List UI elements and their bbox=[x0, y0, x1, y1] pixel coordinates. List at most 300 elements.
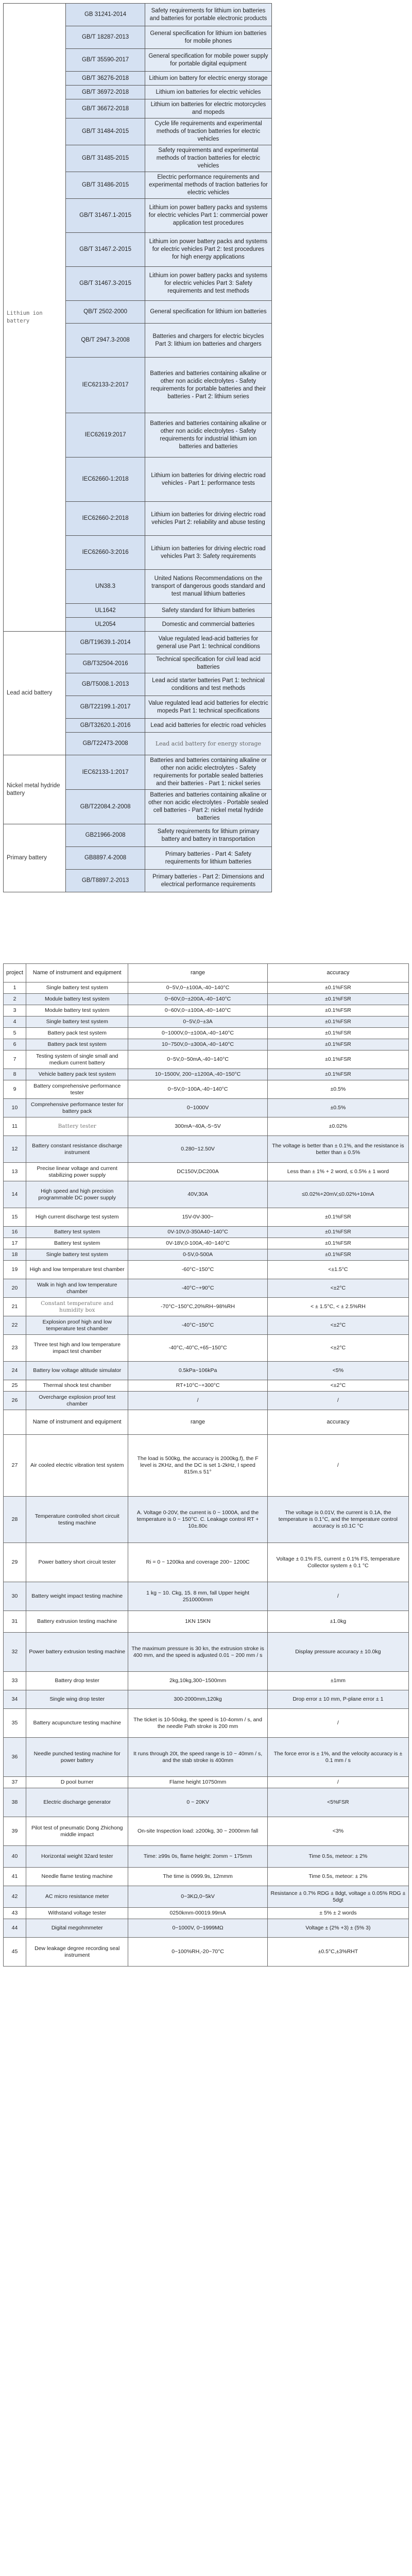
standard-description: Safety standard for lithium batteries bbox=[145, 604, 271, 618]
equipment-row bbox=[4, 1028, 409, 1039]
standard-code: IEC62660-2:2018 bbox=[66, 502, 145, 536]
equipment-number: 28 bbox=[4, 1497, 26, 1543]
equipment-number: 31 bbox=[4, 1611, 26, 1633]
equipment-accuracy: / bbox=[267, 1709, 408, 1738]
equipment-accuracy: ±1.0kg bbox=[267, 1611, 408, 1633]
equipment-range: 15V-0V-300~ bbox=[128, 1208, 267, 1227]
equipment-name: Single battery test system bbox=[26, 982, 128, 994]
standard-description: Lead acid starter batteries Part 1: technical conditions and test methods bbox=[145, 673, 271, 696]
equipment-row bbox=[4, 1633, 409, 1672]
standard-description: Batteries and batteries containing alkaline or other non acidic electrolytes - Safety requirements for industrial lithium ion batteries and batteries bbox=[145, 413, 271, 457]
equipment-header-row bbox=[4, 1410, 409, 1435]
equipment-accuracy: Time 0.5s, meteor: ± 2% bbox=[267, 1846, 408, 1868]
equipment-name: Battery extrusion testing machine bbox=[26, 1611, 128, 1633]
equipment-row bbox=[4, 1163, 409, 1181]
equipment-range: 0V-18V,0-100A,-40~140°C bbox=[128, 1238, 267, 1249]
standard-code: IEC62660-3:2016 bbox=[66, 536, 145, 570]
equipment-name: Needle flame testing machine bbox=[26, 1868, 128, 1886]
equipment-number: 38 bbox=[4, 1788, 26, 1817]
equipment-name: Thermal shock test chamber bbox=[26, 1380, 128, 1392]
equipment-name: Three test high and low temperature impact test chamber bbox=[26, 1335, 128, 1362]
equipment-row bbox=[4, 1709, 409, 1738]
equipment-name: AC micro resistance meter bbox=[26, 1886, 128, 1908]
equipment-row bbox=[4, 1279, 409, 1298]
equipment-header-row bbox=[4, 964, 409, 982]
standard-code: GB/T 36276-2018 bbox=[66, 72, 145, 86]
equipment-name: Walk in high and low temperature chamber bbox=[26, 1279, 128, 1298]
equipment-row bbox=[4, 982, 409, 994]
standard-code: GB/T19639.1-2014 bbox=[66, 632, 145, 654]
equipment-range: The load is 500kg, the accuracy is 2000kg.f), the F level is 2KHz, and the DC is set 1-2kHz, I speed 815m.s 51° bbox=[128, 1435, 267, 1497]
equipment-number: 7 bbox=[4, 1050, 26, 1069]
equipment-number: 29 bbox=[4, 1543, 26, 1582]
standard-description: Lithium ion power battery packs and systems for electric vehicles Part 1: commercial power application test procedures bbox=[145, 199, 271, 233]
equipment-name: Battery constant resistance discharge instrument bbox=[26, 1136, 128, 1163]
equipment-range: 0~100%RH,-20~70°C bbox=[128, 1938, 267, 1967]
standard-description: Lithium ion batteries for electric motorcycles and mopeds bbox=[145, 99, 271, 118]
standard-description: Lithium ion batteries for driving electric road vehicles Part 3: Safety requirements bbox=[145, 536, 271, 570]
equipment-name: Electric discharge generator bbox=[26, 1788, 128, 1817]
equipment-row bbox=[4, 1392, 409, 1410]
equipment-range: 0~1000V,0~±100A,-40~140°C bbox=[128, 1028, 267, 1039]
equipment-row bbox=[4, 1261, 409, 1279]
equipment-table bbox=[3, 963, 409, 1967]
equipment-range: The maximum pressure is 30 kn, the extrusion stroke is 400 mm, and the speed is adjusted 0.01 ~ 200 mm / s bbox=[128, 1633, 267, 1672]
standard-code: IEC62660-1:2018 bbox=[66, 457, 145, 502]
equipment-accuracy: <5% bbox=[267, 1362, 408, 1380]
equipment-name: Battery pack test system bbox=[26, 1028, 128, 1039]
equipment-range: 0-5V,0-500A bbox=[128, 1249, 267, 1261]
equipment-accuracy: ±0.02% bbox=[267, 1117, 408, 1136]
standard-description: Batteries and chargers for electric bicycles Part 3: lithium ion batteries and chargers bbox=[145, 324, 271, 358]
column-header-no: project bbox=[4, 964, 26, 982]
equipment-range: 0250kmm-00019.99mA bbox=[128, 1908, 267, 1919]
equipment-number: 42 bbox=[4, 1886, 26, 1908]
equipment-name: Power battery extrusion testing machine bbox=[26, 1633, 128, 1672]
equipment-accuracy: < ± 1.5°C, < ± 2.5%RH bbox=[267, 1298, 408, 1316]
equipment-number: 5 bbox=[4, 1028, 26, 1039]
standard-description: Cycle life requirements and experimental methods of traction batteries for electric vehicles bbox=[145, 118, 271, 145]
equipment-number: 19 bbox=[4, 1261, 26, 1279]
equipment-row bbox=[4, 1380, 409, 1392]
standard-description: Value regulated lead-acid batteries for general use Part 1: technical conditions bbox=[145, 632, 271, 654]
equipment-accuracy: Time 0.5s, meteor: ± 2% bbox=[267, 1868, 408, 1886]
equipment-row bbox=[4, 1238, 409, 1249]
equipment-accuracy: ±0.1%FSR bbox=[267, 982, 408, 994]
equipment-range: 0.280~12.50V bbox=[128, 1136, 267, 1163]
equipment-number: 20 bbox=[4, 1279, 26, 1298]
equipment-section bbox=[3, 963, 409, 1967]
equipment-row bbox=[4, 994, 409, 1005]
equipment-accuracy: Less than ± 1% + 2 word, ≤ 0.5% ± 1 word bbox=[267, 1163, 408, 1181]
equipment-range: 10~1500V, 200~±1200A,-40~150°C bbox=[128, 1069, 267, 1080]
equipment-range: 0~1000V bbox=[128, 1099, 267, 1117]
equipment-number: 37 bbox=[4, 1777, 26, 1788]
equipment-name: High current discharge test system bbox=[26, 1208, 128, 1227]
equipment-accuracy: ± 5% ± 2 words bbox=[267, 1908, 408, 1919]
equipment-name: Battery acupuncture testing machine bbox=[26, 1709, 128, 1738]
standard-code: GB/T 31484-2015 bbox=[66, 118, 145, 145]
equipment-row bbox=[4, 1039, 409, 1050]
equipment-name: Single battery test system bbox=[26, 1249, 128, 1261]
equipment-name: Precise linear voltage and current stabilizing power supply bbox=[26, 1163, 128, 1181]
equipment-name: Battery comprehensive performance tester bbox=[26, 1080, 128, 1099]
equipment-number: 11 bbox=[4, 1117, 26, 1136]
equipment-number: 24 bbox=[4, 1362, 26, 1380]
equipment-name: Withstand voltage tester bbox=[26, 1908, 128, 1919]
equipment-range: -40°C,-40°C,+65~150°C bbox=[128, 1335, 267, 1362]
equipment-accuracy: ±0.1%FSR bbox=[267, 1227, 408, 1238]
equipment-row bbox=[4, 1117, 409, 1136]
equipment-name: Constant temperature and humidity box bbox=[26, 1298, 128, 1316]
standard-row bbox=[4, 755, 272, 790]
equipment-number: 23 bbox=[4, 1335, 26, 1362]
equipment-row bbox=[4, 1069, 409, 1080]
standard-code: GB8897.4-2008 bbox=[66, 847, 145, 870]
equipment-number: 32 bbox=[4, 1633, 26, 1672]
equipment-range: 2kg,10kg,300~1500mm bbox=[128, 1672, 267, 1690]
equipment-range: Time: ≥99s 0s, flame height: 2omm ~ 175mm bbox=[128, 1846, 267, 1868]
equipment-range: 0~5V,0~±100A,-40~140°C bbox=[128, 982, 267, 994]
equipment-number: 6 bbox=[4, 1039, 26, 1050]
standard-description: Lithium ion batteries for driving electric road vehicles Part 2: reliability and abuse testing bbox=[145, 502, 271, 536]
equipment-range: 0~1000V, 0~1999MΩ bbox=[128, 1919, 267, 1938]
standard-description: Lead acid batteries for electric road vehicles bbox=[145, 719, 271, 733]
equipment-number: 13 bbox=[4, 1163, 26, 1181]
equipment-name: Air cooled electric vibration test system bbox=[26, 1435, 128, 1497]
equipment-row bbox=[4, 1690, 409, 1709]
equipment-row bbox=[4, 1868, 409, 1886]
equipment-range: 0~60V,0~±100A,-40~140°C bbox=[128, 1005, 267, 1016]
standard-category: Lead acid battery bbox=[4, 632, 66, 755]
standard-code: IEC62133-2:2017 bbox=[66, 358, 145, 413]
equipment-row bbox=[4, 1738, 409, 1777]
standard-code: UL1642 bbox=[66, 604, 145, 618]
equipment-number: 21 bbox=[4, 1298, 26, 1316]
standard-code: IEC62133-1:2017 bbox=[66, 755, 145, 790]
standard-code: GB/T 31467.1-2015 bbox=[66, 199, 145, 233]
equipment-name: Battery tester bbox=[26, 1117, 128, 1136]
equipment-accuracy: / bbox=[267, 1777, 408, 1788]
column-header-name: Name of instrument and equipment bbox=[26, 1410, 128, 1435]
equipment-range: 0~60V,0~±200A,-40~140°C bbox=[128, 994, 267, 1005]
equipment-accuracy: Voltage ± (2% +3) ± (5% 3) bbox=[267, 1919, 408, 1938]
standard-description: Batteries and batteries containing alkaline or other non acidic electrolytes - Safety requirements for portable batteries and their batteries - Part 2: lithium series bbox=[145, 358, 271, 413]
equipment-name: Battery test system bbox=[26, 1227, 128, 1238]
standard-code: GB/T22199.1-2017 bbox=[66, 696, 145, 719]
equipment-row bbox=[4, 1249, 409, 1261]
equipment-row bbox=[4, 1362, 409, 1380]
equipment-row bbox=[4, 1846, 409, 1868]
standard-description: United Nations Recommendations on the transport of dangerous goods standard and test manual lithium batteries bbox=[145, 570, 271, 604]
equipment-number: 15 bbox=[4, 1208, 26, 1227]
equipment-range: -40°C~150°C bbox=[128, 1316, 267, 1335]
equipment-range: 10~750V,0~±300A,-40~140°C bbox=[128, 1039, 267, 1050]
equipment-accuracy: The voltage is better than ± 0.1%, and the resistance is better than ± 0.5% bbox=[267, 1136, 408, 1163]
equipment-number: 45 bbox=[4, 1938, 26, 1967]
equipment-row bbox=[4, 1817, 409, 1846]
equipment-number: 17 bbox=[4, 1238, 26, 1249]
equipment-name: Temperature controlled short circuit testing machine bbox=[26, 1497, 128, 1543]
equipment-row bbox=[4, 1208, 409, 1227]
equipment-number: 2 bbox=[4, 994, 26, 1005]
equipment-range: The time is 0999.9s, 12mmm bbox=[128, 1868, 267, 1886]
equipment-accuracy: <±2°C bbox=[267, 1316, 408, 1335]
equipment-range: 0.5kPa~106kPa bbox=[128, 1362, 267, 1380]
equipment-accuracy: ±0.5°C,±3%RHT bbox=[267, 1938, 408, 1967]
equipment-range: -40°C~+90°C bbox=[128, 1279, 267, 1298]
standard-description: Lithium ion power battery packs and systems for electric vehicles Part 2: test procedures for high energy applications bbox=[145, 233, 271, 267]
equipment-number: 16 bbox=[4, 1227, 26, 1238]
equipment-row bbox=[4, 1435, 409, 1497]
equipment-row bbox=[4, 1497, 409, 1543]
equipment-row bbox=[4, 1672, 409, 1690]
equipment-range: Ri = 0 ~ 1200ka and coverage 200~ 1200C bbox=[128, 1543, 267, 1582]
standard-description: Lead acid battery for energy storage bbox=[145, 733, 271, 755]
equipment-number: 26 bbox=[4, 1392, 26, 1410]
equipment-range: A. Voltage 0-20V, the current is 0 ~ 1000A, and the temperature is 0 ~ 150°C. C. Leakage control RT + 10±.80c bbox=[128, 1497, 267, 1543]
equipment-accuracy: The force error is ± 1%, and the velocity accuracy is ± 0.1 mm / s bbox=[267, 1738, 408, 1777]
equipment-number: 27 bbox=[4, 1435, 26, 1497]
equipment-accuracy: / bbox=[267, 1435, 408, 1497]
standard-description: Safety requirements for lithium ion batteries and batteries for portable electronic products bbox=[145, 4, 271, 26]
equipment-accuracy: <±2°C bbox=[267, 1380, 408, 1392]
equipment-number: 18 bbox=[4, 1249, 26, 1261]
standard-description: Batteries and batteries containing alkaline or other non acidic electrolytes - Portable sealed cell batteries - Part 2: nickel metal hydride batteries bbox=[145, 790, 271, 824]
standard-code: GB/T 35590-2017 bbox=[66, 49, 145, 72]
equipment-range: 0V-10V,0-350A40~140°C bbox=[128, 1227, 267, 1238]
equipment-range: / bbox=[128, 1392, 267, 1410]
equipment-range: 1 kg ~ 10. Ckg, 15. 8 mm, fall Upper height 2510000mm bbox=[128, 1582, 267, 1611]
standard-category: Nickel metal hydride battery bbox=[4, 755, 66, 824]
standard-description: Domestic and commercial batteries bbox=[145, 618, 271, 632]
standard-code: GB/T 31486-2015 bbox=[66, 172, 145, 199]
equipment-range: The ticket is 10-50okg, the speed is 10-4omm / s, and the needle Path stroke is 200 mm bbox=[128, 1709, 267, 1738]
equipment-number: 3 bbox=[4, 1005, 26, 1016]
equipment-number: 43 bbox=[4, 1908, 26, 1919]
standard-description: Electric performance requirements and experimental methods of traction batteries for electric vehicles bbox=[145, 172, 271, 199]
equipment-row bbox=[4, 1908, 409, 1919]
equipment-accuracy: Resistance ± 0.7% RDG ± 8dgt, voltage ± 0.05% RDG ± 5dgt bbox=[267, 1886, 408, 1908]
column-header-accuracy: accuracy bbox=[267, 1410, 408, 1435]
equipment-name: Needle punched testing machine for power battery bbox=[26, 1738, 128, 1777]
equipment-accuracy: ±0.1%FSR bbox=[267, 1005, 408, 1016]
standard-description: General specification for lithium ion batteries for mobile phones bbox=[145, 26, 271, 49]
standard-row bbox=[4, 4, 272, 26]
standard-description: Primary batteries - Part 4: Safety requirements for lithium batteries bbox=[145, 847, 271, 870]
standard-code: GB/T32504-2016 bbox=[66, 654, 145, 673]
equipment-number: 1 bbox=[4, 982, 26, 994]
equipment-accuracy: <3% bbox=[267, 1817, 408, 1846]
standard-row bbox=[4, 632, 272, 654]
column-header-accuracy: accuracy bbox=[267, 964, 408, 982]
equipment-name: Battery low voltage altitude simulator bbox=[26, 1362, 128, 1380]
equipment-name: Battery drop tester bbox=[26, 1672, 128, 1690]
equipment-accuracy: Display pressure accuracy ± 10.0kg bbox=[267, 1633, 408, 1672]
equipment-row bbox=[4, 1543, 409, 1582]
equipment-accuracy: Voltage ± 0.1% FS, current ± 0.1% FS, temperature Collector system ± 0.1 °C bbox=[267, 1543, 408, 1582]
equipment-name: High speed and high precision programmable DC power supply bbox=[26, 1181, 128, 1208]
equipment-number: 44 bbox=[4, 1919, 26, 1938]
standard-row bbox=[4, 824, 272, 847]
equipment-number: 36 bbox=[4, 1738, 26, 1777]
standard-code: GB/T8897.2-2013 bbox=[66, 870, 145, 892]
equipment-name: Testing system of single small and medium current battery bbox=[26, 1050, 128, 1069]
standard-code: GB/T 18287-2013 bbox=[66, 26, 145, 49]
equipment-row bbox=[4, 1886, 409, 1908]
equipment-range: 0~5V,0~50mA,-40~140°C bbox=[128, 1050, 267, 1069]
equipment-number: 9 bbox=[4, 1080, 26, 1099]
standards-table bbox=[3, 3, 272, 892]
column-header-no bbox=[4, 1410, 26, 1435]
standard-description: General specification for lithium ion batteries bbox=[145, 301, 271, 324]
equipment-name: Horizontal weight 32ard tester bbox=[26, 1846, 128, 1868]
equipment-row bbox=[4, 1611, 409, 1633]
standard-description: Lithium ion battery for electric energy storage bbox=[145, 72, 271, 86]
equipment-row bbox=[4, 1016, 409, 1028]
equipment-row bbox=[4, 1788, 409, 1817]
standard-code: GB/T5008.1-2013 bbox=[66, 673, 145, 696]
standard-code: GB/T 31467.2-2015 bbox=[66, 233, 145, 267]
equipment-row bbox=[4, 1227, 409, 1238]
standard-description: General specification for mobile power supply for portable digital equipment bbox=[145, 49, 271, 72]
equipment-accuracy: ±0.1%FSR bbox=[267, 1238, 408, 1249]
equipment-row bbox=[4, 1005, 409, 1016]
equipment-accuracy: ±1mm bbox=[267, 1672, 408, 1690]
standard-code: GB/T32620.1-2016 bbox=[66, 719, 145, 733]
equipment-accuracy: ±0.5% bbox=[267, 1099, 408, 1117]
equipment-name: Dew leakage degree recording seal instrument bbox=[26, 1938, 128, 1967]
equipment-row bbox=[4, 1335, 409, 1362]
equipment-accuracy: <5%FSR bbox=[267, 1788, 408, 1817]
equipment-accuracy: ±0.1%FSR bbox=[267, 1208, 408, 1227]
standard-description: Safety requirements for lithium primary battery and battery in transportation bbox=[145, 824, 271, 847]
standard-code: QB/T 2502-2000 bbox=[66, 301, 145, 324]
equipment-range: -70°C~150°C,20%RH~98%RH bbox=[128, 1298, 267, 1316]
equipment-range: Flame height 10750mm bbox=[128, 1777, 267, 1788]
standard-code: GB/T22473-2008 bbox=[66, 733, 145, 755]
equipment-range: 0~3KΩ,0~5kV bbox=[128, 1886, 267, 1908]
equipment-name: Comprehensive performance tester for battery pack bbox=[26, 1099, 128, 1117]
equipment-number: 10 bbox=[4, 1099, 26, 1117]
equipment-accuracy: The voltage is 0.01V, the current is 0.1A, the temperature is 0.1°C, and the temperature control accuracy is ±0.1C °C bbox=[267, 1497, 408, 1543]
standard-description: Lithium ion batteries for electric vehicles bbox=[145, 86, 271, 99]
standard-code: GB/T 36972-2018 bbox=[66, 86, 145, 99]
equipment-row bbox=[4, 1080, 409, 1099]
equipment-accuracy: ±0.1%FSR bbox=[267, 994, 408, 1005]
equipment-accuracy: ±0.1%FSR bbox=[267, 1069, 408, 1080]
standard-description: Batteries and batteries containing alkaline or other non acidic electrolytes - Safety requirements for portable sealed batteries and their batteries - Part 1: nickel series bbox=[145, 755, 271, 790]
equipment-accuracy: ±0.1%FSR bbox=[267, 1249, 408, 1261]
equipment-number: 41 bbox=[4, 1868, 26, 1886]
equipment-range: DC150V,DC200A bbox=[128, 1163, 267, 1181]
equipment-name: Module battery test system bbox=[26, 994, 128, 1005]
equipment-name: Battery test system bbox=[26, 1238, 128, 1249]
column-header-range: range bbox=[128, 1410, 267, 1435]
equipment-range: 1KN 15KN bbox=[128, 1611, 267, 1633]
equipment-number: 40 bbox=[4, 1846, 26, 1868]
standard-code: UN38.3 bbox=[66, 570, 145, 604]
equipment-accuracy: <±2°C bbox=[267, 1279, 408, 1298]
equipment-accuracy: <±2°C bbox=[267, 1335, 408, 1362]
equipment-row bbox=[4, 1298, 409, 1316]
equipment-row bbox=[4, 1136, 409, 1163]
equipment-accuracy: / bbox=[267, 1582, 408, 1611]
equipment-range: 0~5V,0~100A,-40~140°C bbox=[128, 1080, 267, 1099]
equipment-row bbox=[4, 1582, 409, 1611]
equipment-name: Explosion proof high and low temperature test chamber bbox=[26, 1316, 128, 1335]
equipment-number: 22 bbox=[4, 1316, 26, 1335]
standard-code: UL2054 bbox=[66, 618, 145, 632]
equipment-number: 14 bbox=[4, 1181, 26, 1208]
equipment-number: 35 bbox=[4, 1709, 26, 1738]
equipment-accuracy: <±1.5°C bbox=[267, 1261, 408, 1279]
equipment-row bbox=[4, 1099, 409, 1117]
equipment-name: Digital megohmmeter bbox=[26, 1919, 128, 1938]
equipment-number: 34 bbox=[4, 1690, 26, 1709]
equipment-name: Single battery test system bbox=[26, 1016, 128, 1028]
equipment-accuracy: ≤0.02%+20mV,≤0.02%+10mA bbox=[267, 1181, 408, 1208]
standard-description: Value regulated lead acid batteries for electric mopeds Part 1: technical specifications bbox=[145, 696, 271, 719]
equipment-range: RT+10°C~+300°C bbox=[128, 1380, 267, 1392]
equipment-accuracy: ±0.5% bbox=[267, 1080, 408, 1099]
standard-code: GB/T 36672-2018 bbox=[66, 99, 145, 118]
standard-code: GB21966-2008 bbox=[66, 824, 145, 847]
equipment-accuracy: ±0.1%FSR bbox=[267, 1050, 408, 1069]
equipment-name: Power battery short circuit tester bbox=[26, 1543, 128, 1582]
equipment-number: 12 bbox=[4, 1136, 26, 1163]
standard-description: Primary batteries - Part 2: Dimensions and electrical performance requirements bbox=[145, 870, 271, 892]
equipment-number: 30 bbox=[4, 1582, 26, 1611]
standard-category: Primary battery bbox=[4, 824, 66, 892]
equipment-range: On-site Inspection load: ≥200kg, 30 ~ 2000mm fall bbox=[128, 1817, 267, 1846]
equipment-accuracy: Drop error ± 10 mm, P-plane error ± 1 bbox=[267, 1690, 408, 1709]
standard-description: Technical specification for civil lead acid batteries bbox=[145, 654, 271, 673]
standard-code: QB/T 2947.3-2008 bbox=[66, 324, 145, 358]
standard-code: GB/T 31485-2015 bbox=[66, 145, 145, 172]
equipment-name: Battery weight impact testing machine bbox=[26, 1582, 128, 1611]
equipment-range: 0 ~ 20KV bbox=[128, 1788, 267, 1817]
equipment-range: 300mA~40A,-5~5V bbox=[128, 1117, 267, 1136]
column-header-name: Name of instrument and equipment bbox=[26, 964, 128, 982]
equipment-number: 25 bbox=[4, 1380, 26, 1392]
standard-description: Lithium ion batteries for driving electric road vehicles - Part 1: performance tests bbox=[145, 457, 271, 502]
equipment-row bbox=[4, 1181, 409, 1208]
standard-category: Lithium ion battery bbox=[4, 4, 66, 632]
equipment-accuracy: ±0.1%FSR bbox=[267, 1039, 408, 1050]
standard-code: GB/T22084.2-2008 bbox=[66, 790, 145, 824]
standard-code: GB 31241-2014 bbox=[66, 4, 145, 26]
equipment-name: Battery pack test system bbox=[26, 1039, 128, 1050]
standard-code: IEC62619:2017 bbox=[66, 413, 145, 457]
equipment-row bbox=[4, 1316, 409, 1335]
equipment-number: 4 bbox=[4, 1016, 26, 1028]
equipment-name: D pool burner bbox=[26, 1777, 128, 1788]
equipment-row bbox=[4, 1938, 409, 1967]
equipment-row bbox=[4, 1777, 409, 1788]
equipment-name: Overcharge explosion proof test chamber bbox=[26, 1392, 128, 1410]
equipment-number: 39 bbox=[4, 1817, 26, 1846]
standards-section bbox=[3, 3, 272, 892]
equipment-name: High and low temperature test chamber bbox=[26, 1261, 128, 1279]
equipment-accuracy: / bbox=[267, 1392, 408, 1410]
standard-code: GB/T 31467.3-2015 bbox=[66, 267, 145, 301]
equipment-number: 8 bbox=[4, 1069, 26, 1080]
equipment-name: Pilot test of pneumatic Dong Zhichong middle impact bbox=[26, 1817, 128, 1846]
equipment-number: 33 bbox=[4, 1672, 26, 1690]
equipment-range: 300-2000mm,120kg bbox=[128, 1690, 267, 1709]
equipment-range: It runs through 20t, the speed range is 10 ~ 40mm / s, and the stab stroke is 400mm bbox=[128, 1738, 267, 1777]
